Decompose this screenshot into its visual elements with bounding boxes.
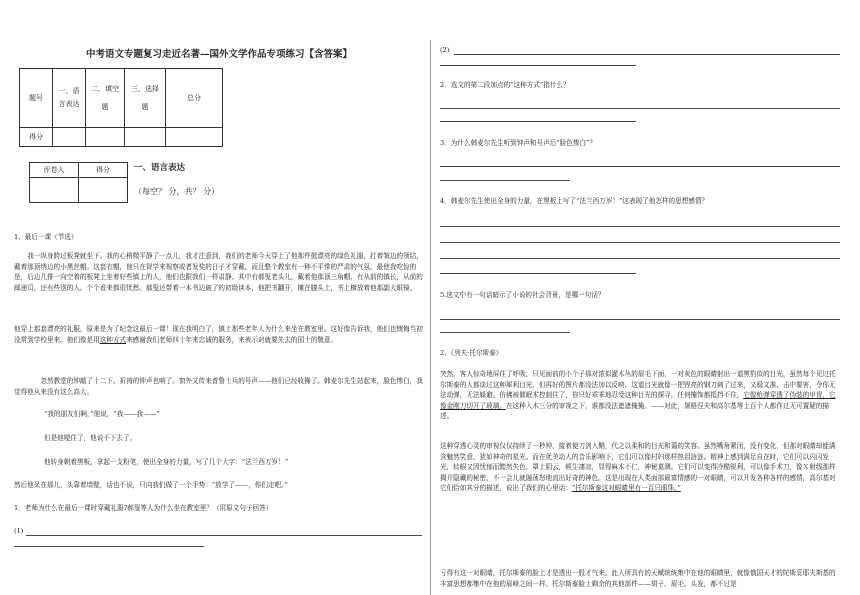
- passage2-para: 突然，客人惊奇地屏住了呼吸，只见面前的小个子那对浓似灌木丛的眉毛下面，一对灰色的眼睛射出一道黑豹似的目光，虽然每个见过托尔斯泰的人都谈过这种犀利目光，但再好的图片都没法加以反映。这道目光就像一把锃亮的钢刀刺了过来，又稳又准，击中要害，令你无法动弹，无法躲避。仿佛被催眠术控制住了，你只好乖乖地忍受这种目光的探寻，任何掩饰都抵挡不住，它像枪弹穿透了伪装的甲胄，它像金刚刀切开了玻璃。在这种入木三分的审视之下，谁都没法遮遮掩掩。——对此，屠格涅夫和高尔基等上百个人都作过无可置疑的描述。: [440, 370, 836, 420]
- passage2-para: 亏得有这一对眼睛，托尔斯泰的脸上才是透出一股才气来。此人所具有的天赋统统集中在他的眼睛里，就像俄国天才的陀斯妥耶夫斯基的丰富思想都集中在他的眉峰之间一样。托尔斯泰脸上剩余的其他部件——胡子、眉毛、头发，都不过是: [440, 569, 836, 588]
- page-divider: [430, 40, 431, 595]
- answer-line[interactable]: [440, 319, 840, 320]
- passage1-para: 我一纵身跨过板凳就坐下。我的心稍微平静了一点儿，我才注意到，我们的老师今天穿上了他那件挺漂亮的绿色礼服，打着皱边的领结，戴着那顶绣边的小黑丝帽。这套衣帽，他只在督学来视察或者发奖的日子才穿戴。而且整个教室有一种不平常的严肃的气氛。最使我吃惊的是，后边几排一向空着的板凳上坐着好些镇上的人，他们也跟我们一样肃静。其中有郝叟老头儿，戴着他那顶三角帽，有从前的镇长，从前的邮递员，还有些别的人。个个看来都很忧愁。郝叟还带着一本书边破了的初级读本，他把书翻开，摊在膝头上，书上横放着他那副大眼镜。: [14, 252, 423, 292]
- grader-cell[interactable]: [30, 178, 79, 203]
- answer-line[interactable]: [440, 242, 840, 243]
- grader-cell[interactable]: [79, 178, 128, 203]
- page-title: 中考语文专题复习走近名著—国外文学作品专项练习【含答案】: [85, 49, 352, 60]
- score-row-label: 得分: [20, 128, 53, 147]
- score-value-row: [20, 128, 223, 147]
- section1-title: 一、语言表达: [134, 163, 186, 173]
- passage1-para: 忽然教堂的钟敲了十二下。祈祷的钟声也响了。窗外又传来普鲁士兵的号声——他们已经收操了。韩麦尔先生站起来，脸色惨白，我觉得他从来没有这么高大。: [14, 377, 423, 396]
- answer-line[interactable]: [440, 65, 636, 66]
- answer-line[interactable]: [440, 332, 570, 333]
- answer-blank-label: (1): [14, 527, 24, 535]
- answer-line[interactable]: [14, 546, 204, 547]
- answer-line[interactable]: [440, 166, 840, 167]
- score-col-section1: 一、语言表达: [53, 69, 86, 128]
- answer-line[interactable]: [440, 180, 570, 181]
- passage1-para: 然后他呆在那儿，头靠着墙壁，话也不说，只向我们做了一个手势：“放学了——，你们走吧。”: [14, 481, 288, 489]
- q1-heading: 1、最后一课（节选）: [14, 233, 78, 241]
- left-page: [14, 0, 424, 595]
- underlined-sentence: 它像枪弹穿透了伪装的甲胄，它像金刚刀切开了玻璃。: [440, 391, 836, 410]
- score-table: [19, 68, 223, 147]
- question-1-3: 3．为什么韩麦尔先生听到钟声和号声后“脸色惨白”？: [440, 139, 596, 147]
- score-col-number: 题号: [20, 69, 53, 128]
- answer-line[interactable]: [26, 535, 422, 536]
- score-cell[interactable]: [86, 128, 125, 147]
- right-page: [440, 0, 842, 595]
- passage1-para: 但是他哽住了，他说不下去了。: [44, 434, 137, 442]
- grader-score-label: 得分: [79, 163, 128, 178]
- question-1-4: 4．韩麦尔先生使出全身的力量，在黑板上写了“法兰西万岁！”这表现了他怎样的思想感情？: [440, 197, 709, 205]
- answer-line[interactable]: [440, 226, 840, 227]
- underlined-phrase: 这种方式: [99, 335, 127, 344]
- grader-table: [29, 162, 128, 203]
- answer-line[interactable]: [440, 258, 840, 259]
- grader-label: 评卷人: [30, 163, 79, 178]
- score-col-section2: 二、填空题: [86, 69, 125, 128]
- score-col-section3: 三、选择题: [125, 69, 166, 128]
- answer-line[interactable]: [440, 273, 636, 274]
- score-col-total: 总分: [166, 69, 223, 128]
- answer-line[interactable]: [440, 121, 636, 122]
- question-1-1: 1．老师为什么在最后一课时穿戴礼服?郝叟等人为什么坐在教室里？（用原文句子回答）: [14, 504, 273, 512]
- score-header-row: [20, 69, 223, 128]
- answer-line[interactable]: [454, 54, 840, 55]
- answer-line[interactable]: [440, 108, 840, 109]
- q2-heading: 2、《列夫·托尔斯泰》: [440, 349, 503, 357]
- score-cell[interactable]: [125, 128, 166, 147]
- question-1-5: 5.选文中有一句话暗示了小说的社会背景，是哪一句话？: [440, 291, 605, 299]
- answer-blank-label: (2): [440, 46, 450, 54]
- underlined-quote: “托尔斯泰这对眼睛里有一百只眼珠。”: [571, 484, 681, 492]
- passage2-para: 这种穿透心灵的审视仅仅持续了一秒钟，接着便刀剑入鞘，代之以柔和的目光和蔼的笑容。虽然嘴角紧闭，没有变化，但那对眼睛却能满含魅然笑意，犹如神奇的星光。而在优美动人的音乐影响下，它们可以像村妇那样热泪涟涟。精神上感到满足自在时，它们可以闪闪发光，转眼又因忧郁而黯然失色，罩上阴云，顿生凄凉，显得麻木不仁，神秘莫测。它们可以变得冷酷锐利，可以像手术刀，像Ｘ射线那样揭开隐藏的秘密，不一会儿就融荡怒地流出好奇的神色。这是出现在人类面部最富情感的一对眼睛，可以开发各种各样的感情，高尔基对它们恰如其分的描述，说出了我们的心里话：“托尔斯泰这对眼睛里有一百只眼珠。”: [440, 442, 836, 492]
- score-cell[interactable]: [53, 128, 86, 147]
- passage1-para: 他转身朝着黑板，拿起一支粉笔，使出全身的力量，写了几个大字：“法兰西万岁！”: [44, 458, 289, 466]
- passage1-quote: “我的朋友们啊，”他说，“我——我——”: [44, 410, 160, 418]
- section1-subtitle: （每空？ 分，共？ 分）: [134, 187, 220, 196]
- question-1-2: 2．选文的第二段加点的“这种方式”指什么？: [440, 81, 570, 89]
- score-cell[interactable]: [166, 128, 223, 147]
- passage1-para: 他穿上那套漂亮的礼服，原来是为了纪念这最后一课！现在我明白了，镇上那些老年人为什么来坐在教室里。这好像告诉我，他们也懊悔当初没常到学校里来。他们像是用这种方式来感谢我们老师四十年来忠诚的服务，来表示对就要失去的国土的敬意。: [14, 325, 423, 344]
